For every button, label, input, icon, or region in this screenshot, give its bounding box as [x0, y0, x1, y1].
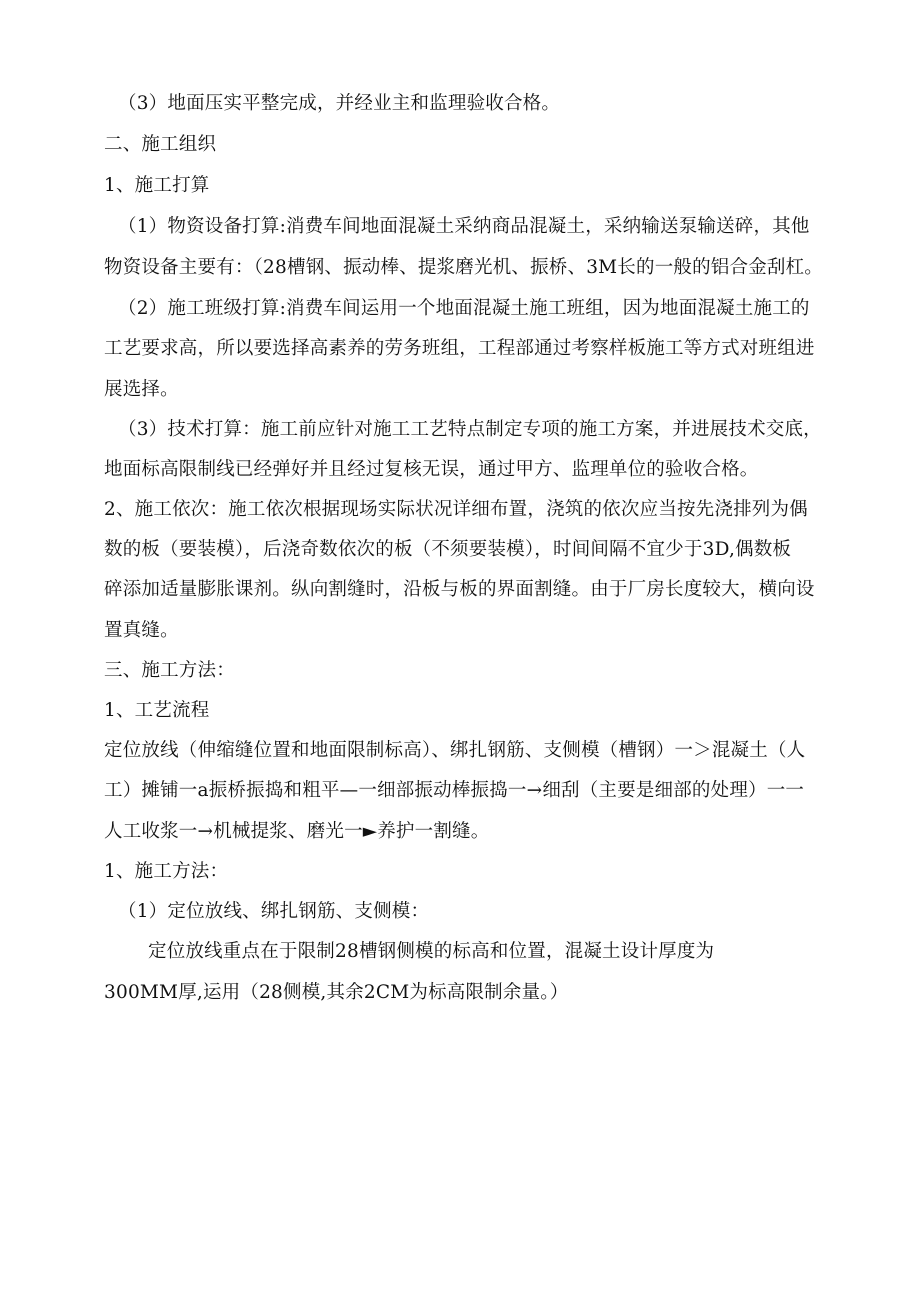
text-line: 定位放线重点在于限制28槽钢侧模的标高和位置，混凝土设计厚度为: [148, 941, 715, 962]
text-line: 数的板（要装模），后浇奇数依次的板（不须要装模），时间间隔不宜少于3D,偶数板: [104, 539, 792, 560]
text-line: （1）定位放线、绑扎钢筋、支侧模：: [118, 901, 430, 922]
section-heading: 二、施工组织: [104, 134, 217, 155]
text-line: 人工收浆一→机械提浆、磨光一►养护一割缝。: [104, 821, 490, 842]
text-line: 置真缝。: [104, 620, 179, 641]
text-line: 碎添加适量膨胀课剂。纵向割缝时，沿板与板的界面割缝。由于厂房长度较大，横向设: [104, 579, 815, 600]
subsection-heading: 1、施工打算: [104, 175, 210, 196]
text-line: 展选择。: [104, 379, 179, 400]
text-line: 工）摊铺一a振桥振捣和粗平—一细部振动棒振捣一→细刮（主要是细部的处理）一一: [104, 780, 805, 801]
text-line: 300MM厚,运用（28侧模,其余2CM为标高限制余量。）: [104, 982, 569, 1003]
text-line: （1）物资设备打算:消费车间地面混凝土采纳商品混凝土，采纳输送泵输送碎，其他: [118, 216, 810, 237]
text-line: 2、施工依次：施工依次根据现场实际状况详细布置，浇筑的依次应当按先浇排列为偶: [104, 499, 808, 520]
text-line: （2）施工班级打算:消费车间运用一个地面混凝土施工班组，因为地面混凝土施工的: [118, 298, 810, 319]
subsection-heading: 1、工艺流程: [104, 700, 210, 721]
text-line: 物资设备主要有：（28槽钢、振动棒、提浆磨光机、振桥、3M长的一般的铝合金刮杠。: [104, 257, 824, 278]
text-line: （3）技术打算：施工前应针对施工工艺特点制定专项的施工方案，并进展技术交底，: [118, 419, 822, 440]
text-line: （3）地面压实平整完成，并经业主和监理验收合格。: [118, 93, 561, 114]
subsection-heading: 1、施工方法：: [104, 861, 229, 882]
text-line: 工艺要求高，所以要选择高素养的劳务班组，工程部通过考察样板施工等方式对班组进: [104, 338, 815, 359]
text-line: 地面标高限制线已经弹好并且经过复核无误，通过甲方、监理单位的验收合格。: [104, 459, 759, 480]
section-heading: 三、施工方法：: [104, 660, 235, 681]
text-line: 定位放线（伸缩缝位置和地面限制标高）、绑扎钢筋、支侧模（槽钢）一＞混凝土（人: [104, 740, 806, 761]
